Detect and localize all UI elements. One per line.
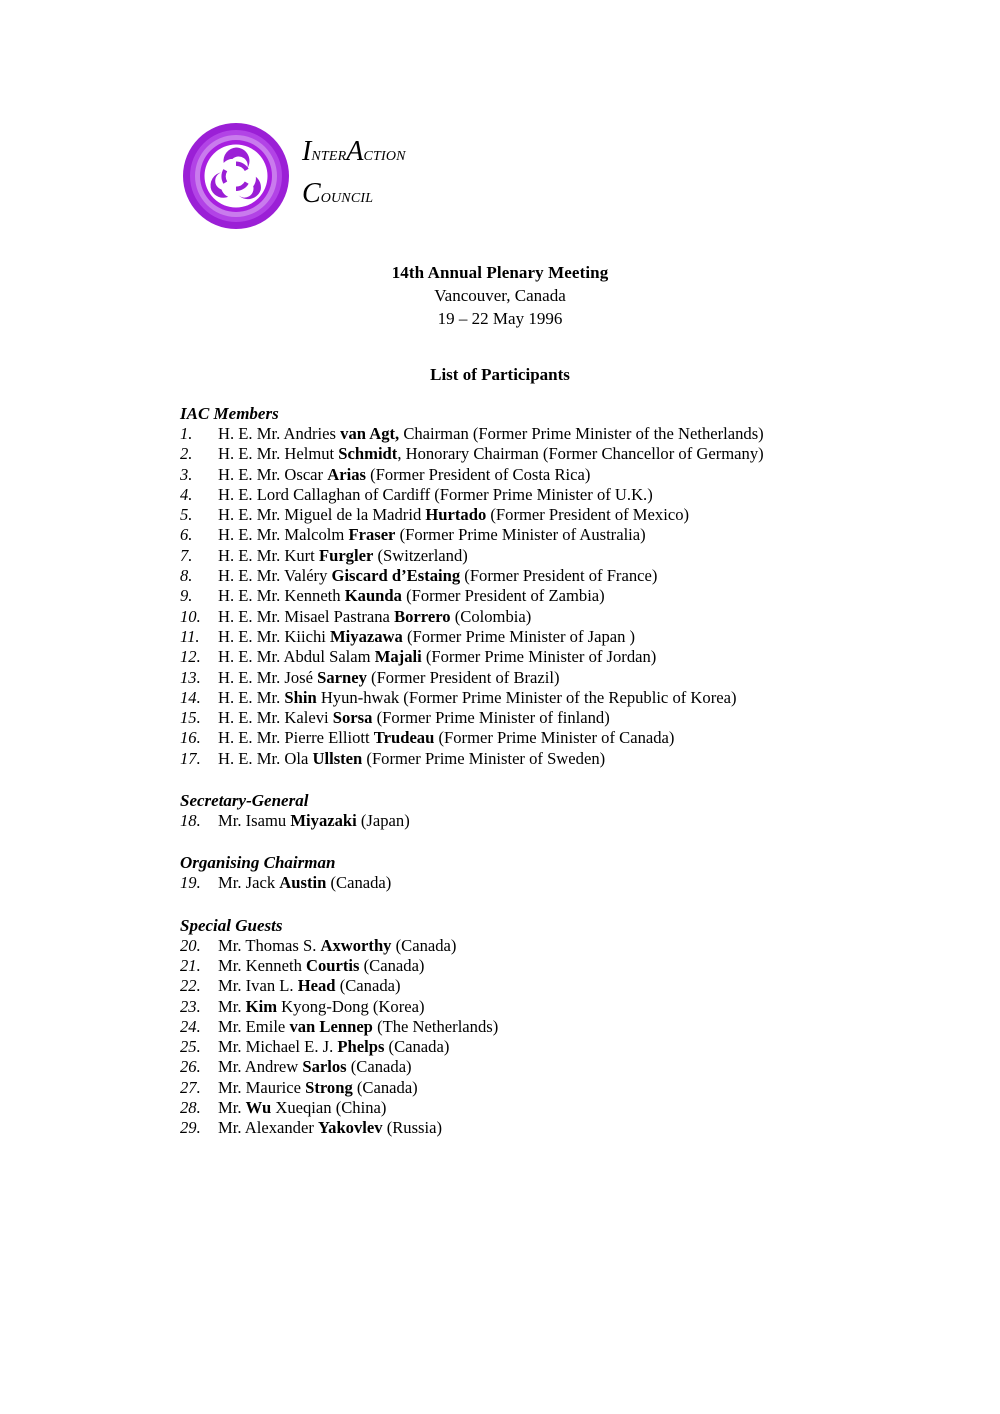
entry-number: 1. bbox=[180, 424, 193, 443]
wordmark-line-council: Council bbox=[302, 178, 374, 209]
entry-number: 9. bbox=[180, 586, 193, 606]
entry-number: 11. bbox=[180, 626, 200, 646]
entry-number: 16. bbox=[180, 728, 201, 748]
entry-number: 28. bbox=[180, 1098, 201, 1118]
list-item bbox=[180, 936, 880, 956]
entry-text: H. E. Mr. Shin Hyun-hwak (Former Prime Minister of the Republic of Korea) bbox=[218, 687, 737, 707]
entry-surname: Wu bbox=[245, 1098, 272, 1118]
entry-text: Mr. Thomas S. Axworthy (Canada) bbox=[218, 935, 457, 955]
list-item bbox=[180, 607, 880, 627]
list-item bbox=[180, 688, 880, 708]
entry-text: H. E. Mr. Ola Ullsten (Former Prime Minister of Sweden) bbox=[218, 748, 606, 768]
entry-number: 24. bbox=[180, 1016, 201, 1036]
entry-surname: Ullsten bbox=[312, 748, 363, 768]
participant-entry-list bbox=[180, 936, 880, 1139]
participants-section bbox=[180, 790, 880, 831]
entry-surname: Shin bbox=[284, 687, 317, 707]
list-item bbox=[180, 566, 880, 586]
entry-surname: Trudeau bbox=[373, 728, 435, 748]
entry-text: H. E. Mr. José Sarney (Former President of Brazil) bbox=[218, 667, 560, 687]
entry-number: 22. bbox=[180, 976, 201, 996]
list-item bbox=[180, 976, 880, 996]
list-item bbox=[180, 546, 880, 566]
list-item bbox=[180, 1078, 880, 1098]
entry-surname: Austin bbox=[279, 873, 327, 893]
entry-text: Mr. Wu Xueqian (China) bbox=[218, 1098, 387, 1118]
entry-text: H. E. Mr. Misael Pastrana Borrero (Colombia) bbox=[218, 606, 532, 626]
entry-number: 14. bbox=[180, 687, 201, 707]
entry-number: 10. bbox=[180, 606, 201, 626]
entry-surname: Kaunda bbox=[344, 586, 402, 606]
list-item bbox=[180, 627, 880, 647]
entry-text: Mr. Michael E. J. Phelps (Canada) bbox=[218, 1037, 450, 1057]
entry-text: H. E. Mr. Valéry Giscard d’Estaing (Former President of France) bbox=[218, 566, 658, 586]
letterhead bbox=[180, 120, 820, 235]
entry-number: 4. bbox=[180, 484, 193, 504]
meeting-title-block bbox=[180, 262, 820, 330]
participant-entry-list bbox=[180, 873, 880, 893]
list-item bbox=[180, 1017, 880, 1037]
entry-surname: Yakovlev bbox=[318, 1118, 383, 1138]
list-item bbox=[180, 444, 880, 464]
list-item bbox=[180, 525, 880, 545]
entry-number: 18. bbox=[180, 811, 201, 831]
section-heading: Special Guests bbox=[180, 915, 283, 935]
entry-text: H. E. Mr. Andries van Agt, Chairman (Former Prime Minister of the Netherlands) bbox=[218, 424, 764, 443]
section-heading: IAC Members bbox=[180, 404, 279, 423]
list-item bbox=[180, 465, 880, 485]
meeting-location: Vancouver, Canada bbox=[434, 286, 566, 305]
entry-surname: Giscard d’Estaing bbox=[331, 566, 461, 586]
participant-entry-list bbox=[180, 424, 880, 769]
entry-text: H. E. Mr. Malcolm Fraser (Former Prime Minister of Australia) bbox=[218, 525, 646, 545]
entry-text: H. E. Mr. Kenneth Kaunda (Former President of Zambia) bbox=[218, 586, 605, 606]
entry-surname: Head bbox=[297, 976, 336, 996]
entry-number: 5. bbox=[180, 505, 193, 525]
list-item bbox=[180, 1118, 880, 1138]
entry-number: 27. bbox=[180, 1077, 201, 1097]
entry-text: Mr. Maurice Strong (Canada) bbox=[218, 1077, 418, 1097]
entry-surname: van Lennep bbox=[289, 1016, 373, 1036]
entry-surname: Hurtado bbox=[425, 505, 487, 525]
list-item bbox=[180, 424, 880, 444]
entry-number: 2. bbox=[180, 444, 193, 464]
entry-surname: van Agt, bbox=[340, 424, 400, 443]
entry-surname: Strong bbox=[305, 1077, 353, 1097]
entry-number: 23. bbox=[180, 996, 201, 1016]
list-item bbox=[180, 647, 880, 667]
entry-number: 8. bbox=[180, 566, 193, 586]
list-item bbox=[180, 485, 880, 505]
entry-surname: Sarney bbox=[317, 667, 367, 687]
participants-section bbox=[180, 852, 880, 893]
entry-text: H. E. Mr. Kalevi Sorsa (Former Prime Minister of finland) bbox=[218, 708, 610, 728]
list-item bbox=[180, 586, 880, 606]
list-item bbox=[180, 811, 880, 831]
entry-surname: Miyazawa bbox=[330, 626, 403, 646]
entry-text: Mr. Alexander Yakovlev (Russia) bbox=[218, 1118, 443, 1138]
list-item bbox=[180, 505, 880, 525]
entry-number: 25. bbox=[180, 1037, 201, 1057]
entry-surname: Sorsa bbox=[332, 708, 373, 728]
entry-text: H. E. Mr. Miguel de la Madrid Hurtado (Former President of Mexico) bbox=[218, 505, 690, 525]
list-item bbox=[180, 873, 880, 893]
entry-surname: Furgler bbox=[318, 545, 374, 565]
participants-section bbox=[180, 915, 880, 1139]
entry-text: H. E. Mr. Kiichi Miyazawa (Former Prime Minister of Japan ) bbox=[218, 626, 636, 646]
entry-surname: Phelps bbox=[337, 1037, 385, 1057]
entry-text: H. E. Lord Callaghan of Cardiff (Former Prime Minister of U.K.) bbox=[218, 484, 653, 504]
entry-text: Mr. Emile van Lennep (The Netherlands) bbox=[218, 1016, 499, 1036]
wordmark-line-interaction: InterAction bbox=[302, 136, 406, 167]
section-heading: Organising Chairman bbox=[180, 853, 336, 873]
entry-surname: Schmidt bbox=[338, 444, 398, 464]
entry-text: Mr. Isamu Miyazaki (Japan) bbox=[218, 811, 410, 831]
entry-number: 3. bbox=[180, 464, 193, 484]
participants-list bbox=[180, 403, 880, 1139]
entry-surname: Sarlos bbox=[302, 1057, 347, 1077]
entry-number: 13. bbox=[180, 667, 201, 687]
entry-text: Mr. Kenneth Courtis (Canada) bbox=[218, 955, 425, 975]
entry-surname: Fraser bbox=[348, 525, 396, 545]
entry-number: 6. bbox=[180, 525, 193, 545]
entry-text: Mr. Ivan L. Head (Canada) bbox=[218, 976, 401, 996]
entry-text: H. E. Mr. Kurt Furgler (Switzerland) bbox=[218, 545, 468, 565]
entry-number: 26. bbox=[180, 1057, 201, 1077]
entry-text: Mr. Andrew Sarlos (Canada) bbox=[218, 1057, 412, 1077]
section-heading: Secretary-General bbox=[180, 791, 309, 811]
list-item bbox=[180, 1098, 880, 1118]
participants-section bbox=[180, 403, 880, 769]
entry-surname: Courtis bbox=[306, 955, 360, 975]
meeting-dates: 19 – 22 May 1996 bbox=[437, 309, 563, 328]
entry-number: 19. bbox=[180, 873, 201, 893]
list-item bbox=[180, 728, 880, 748]
entry-surname: Axworthy bbox=[320, 935, 392, 955]
entry-number: 15. bbox=[180, 708, 201, 728]
entry-number: 7. bbox=[180, 545, 193, 565]
entry-number: 12. bbox=[180, 647, 201, 667]
entry-surname: Miyazaki bbox=[290, 811, 357, 831]
entry-surname: Borrero bbox=[394, 606, 451, 626]
entry-text: H. E. Mr. Helmut Schmidt, Honorary Chairman (Former Chancellor of Germany) bbox=[218, 444, 764, 464]
list-item bbox=[180, 1057, 880, 1077]
meeting-title: 14th Annual Plenary Meeting bbox=[391, 263, 609, 282]
entry-text: H. E. Mr. Oscar Arias (Former President of Costa Rica) bbox=[218, 464, 591, 484]
entry-text: H. E. Mr. Pierre Elliott Trudeau (Former Prime Minister of Canada) bbox=[218, 728, 675, 748]
wordmark bbox=[302, 138, 702, 208]
participant-entry-list bbox=[180, 811, 880, 831]
entry-text: Mr. Jack Austin (Canada) bbox=[218, 873, 392, 893]
list-item bbox=[180, 956, 880, 976]
list-item bbox=[180, 997, 880, 1017]
list-item bbox=[180, 749, 880, 769]
entry-number: 17. bbox=[180, 748, 201, 768]
entry-surname: Arias bbox=[327, 464, 366, 484]
list-item bbox=[180, 668, 880, 688]
list-item bbox=[180, 1037, 880, 1057]
page-title: List of Participants bbox=[430, 365, 570, 384]
entry-number: 21. bbox=[180, 955, 201, 975]
entry-number: 20. bbox=[180, 935, 201, 955]
list-item bbox=[180, 708, 880, 728]
entry-surname: Kim bbox=[245, 996, 278, 1016]
interaction-council-logo-icon bbox=[182, 122, 290, 230]
entry-surname: Majali bbox=[374, 647, 422, 667]
entry-number: 29. bbox=[180, 1118, 201, 1138]
entry-text: Mr. Kim Kyong-Dong (Korea) bbox=[218, 996, 425, 1016]
entry-text: H. E. Mr. Abdul Salam Majali (Former Prime Minister of Jordan) bbox=[218, 647, 657, 667]
